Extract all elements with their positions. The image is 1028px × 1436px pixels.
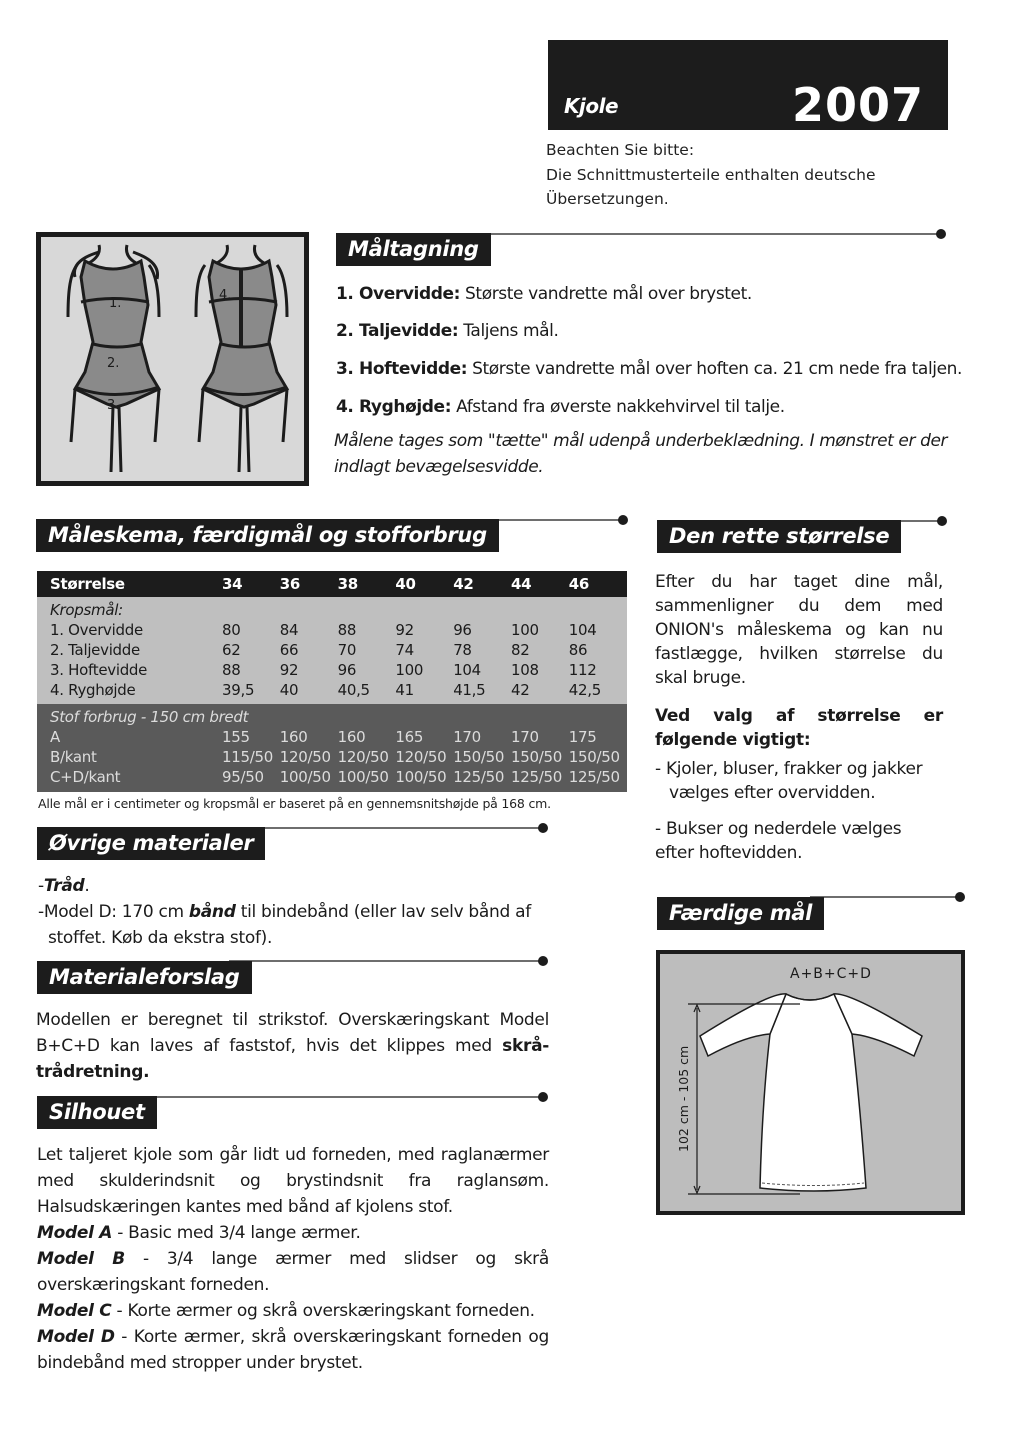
measure-label: 4. Ryghøjde:	[336, 397, 452, 417]
garment-type: Kjole	[564, 94, 619, 118]
list-item: -Model D: 170 cm bånd til bindebånd (eller lav selv bånd af stoffet. Køb da ekstra stof).	[38, 902, 531, 948]
size-col: 44	[510, 575, 532, 593]
table-row: 3. Hoftevidde 88 92 96 100 104 108 112	[50, 661, 597, 679]
measure-item	[336, 284, 752, 304]
model-description: Model B - 3/4 lange ærmer med slidser og skrå overskæringskant forneden.	[37, 1249, 549, 1295]
models-label: A+B+C+D	[790, 966, 872, 982]
measuring-note: Målene tages som "tætte" mål udenpå underbeklædning. I mønstret er der indlagt bevægelsesvidde.	[334, 431, 948, 477]
table-row: 2. Taljevidde 62 66 70 74 78 82 86	[50, 641, 588, 659]
model-description: Model A - Basic med 3/4 lange ærmer.	[37, 1223, 361, 1243]
note-line: Übersetzungen.	[546, 190, 669, 208]
size-rule: - Bukser og nederdele vælges efter hoftevidden.	[655, 819, 902, 863]
size-col: 38	[337, 575, 358, 593]
measure-item	[336, 321, 559, 341]
back-figure	[196, 245, 287, 472]
section-heading-material-suggestion: Materialeforslag	[37, 961, 252, 994]
other-materials-list	[38, 873, 548, 951]
section-rule	[246, 827, 542, 829]
size-rule: - Kjoler, bluser, frakker og jakker vælges efter overvidden.	[655, 759, 923, 803]
translation-note	[546, 138, 876, 212]
finished-measure-figure	[656, 950, 965, 1215]
silhouette-intro: Let taljeret kjole som går lidt ud forneden, med raglanærmer med skulderindsnit og brystindsnit fra raglansøm. Halsudskæringen kantes med bånd af kjolens stof.	[37, 1145, 549, 1217]
section-heading-finished-measures: Færdige mål	[657, 897, 824, 930]
note-line: Beachten Sie bitte:	[546, 141, 695, 159]
section-heading-right-size: Den rette størrelse	[657, 520, 901, 553]
measure-label: 1. Overvidde:	[336, 284, 461, 304]
section-rule-dot	[538, 823, 548, 833]
material-suggestion-text: Modellen er beregnet til strikstof. Overskæringskant Model B+C+D kan laves af faststof, hvis det klippes med skrå-trådretning.	[36, 1010, 549, 1082]
body-figure-illustration	[41, 237, 304, 481]
table-row: 4. Ryghøjde 39,5 40 40,5 41 41,5 42 42,5	[50, 681, 601, 699]
size-chart-table	[37, 571, 627, 792]
right-size-important: Ved valg af størrelse er følgende vigtigt:	[655, 706, 943, 750]
right-size-intro: Efter du har taget dine mål, sammenligner du dem med ONION's måleskema og kan nu fastlægge, hvilken størrelse du skal bruge.	[655, 572, 943, 688]
table-row: B/kant 115/50 120/50 120/50 120/50 150/50 150/50 150/50	[50, 748, 620, 766]
section-heading-silhouette: Silhouet	[37, 1096, 157, 1129]
table-header-row	[37, 571, 627, 597]
section-rule-dot	[955, 892, 965, 902]
section-rule	[140, 1096, 542, 1098]
dress-illustration	[660, 954, 961, 1211]
section-rule-dot	[936, 229, 946, 239]
section-heading-measuring: Måltagning	[336, 233, 491, 266]
body-measurement-figure	[36, 232, 309, 486]
section-heading-other-materials: Øvrige materialer	[37, 827, 265, 860]
table-row: C+D/kant 95/50 100/50 100/50 100/50 125/50 125/50 125/50	[50, 768, 620, 786]
fabric-usage-block	[37, 704, 627, 792]
measure-item	[336, 359, 962, 379]
body-measurements-block	[37, 597, 627, 704]
size-col: 34	[222, 575, 243, 593]
size-col: 46	[568, 575, 590, 593]
section-rule	[480, 233, 940, 235]
pattern-number: 2007	[792, 78, 925, 132]
model-description: Model C - Korte ærmer og skrå overskæringskant forneden.	[37, 1301, 535, 1321]
size-col: 36	[279, 575, 301, 593]
measure-label: 2. Taljevidde:	[336, 321, 459, 341]
measure-text: Største vandrette mål over brystet.	[460, 284, 752, 304]
section-rule-dot	[538, 1092, 548, 1102]
measure-text: Taljens mål.	[458, 321, 559, 341]
figure-label-1: 1.	[109, 296, 122, 311]
size-chart-footnote: Alle mål er i centimeter og kropsmål er baseret på en gennemsnitshøjde på 168 cm.	[38, 796, 551, 811]
table-section-label: Stof forbrug - 150 cm bredt	[50, 708, 249, 726]
note-line: Die Schnittmusterteile enthalten deutsche	[546, 165, 876, 184]
table-row: A 155 160 160 165 170 170 175	[50, 728, 597, 746]
list-item: -Tråd.	[38, 876, 90, 896]
figure-label-3: 3.	[107, 398, 120, 413]
table-row: 1. Overvidde 80 84 88 92 96 100 104	[50, 621, 597, 639]
figure-label-4: 4.	[219, 288, 232, 303]
silhouette-text	[37, 1142, 549, 1376]
size-col: 40	[395, 575, 416, 593]
section-rule	[810, 896, 960, 898]
length-label: 102 cm - 105 cm	[676, 1045, 691, 1152]
section-rule-dot	[618, 515, 628, 525]
measure-label: 3. Hoftevidde:	[336, 359, 468, 379]
figure-label-2: 2.	[107, 356, 120, 371]
header-size-label: Størrelse	[50, 575, 125, 593]
measure-item	[336, 397, 785, 417]
section-rule	[229, 960, 542, 962]
size-col: 42	[453, 575, 474, 593]
measure-text: Afstand fra øverste nakkehvirvel til talje.	[451, 397, 785, 417]
section-rule-dot	[937, 516, 947, 526]
section-heading-size-chart: Måleskema, færdigmål og stofforbrug	[36, 519, 499, 552]
measure-text: Største vandrette mål over hoften ca. 21 cm nede fra taljen.	[467, 359, 963, 379]
section-rule-dot	[538, 956, 548, 966]
table-section-label: Kropsmål:	[50, 601, 123, 619]
model-description: Model D - Korte ærmer, skrå overskæringskant forneden og bindebånd med stropper under brystet.	[37, 1327, 549, 1373]
